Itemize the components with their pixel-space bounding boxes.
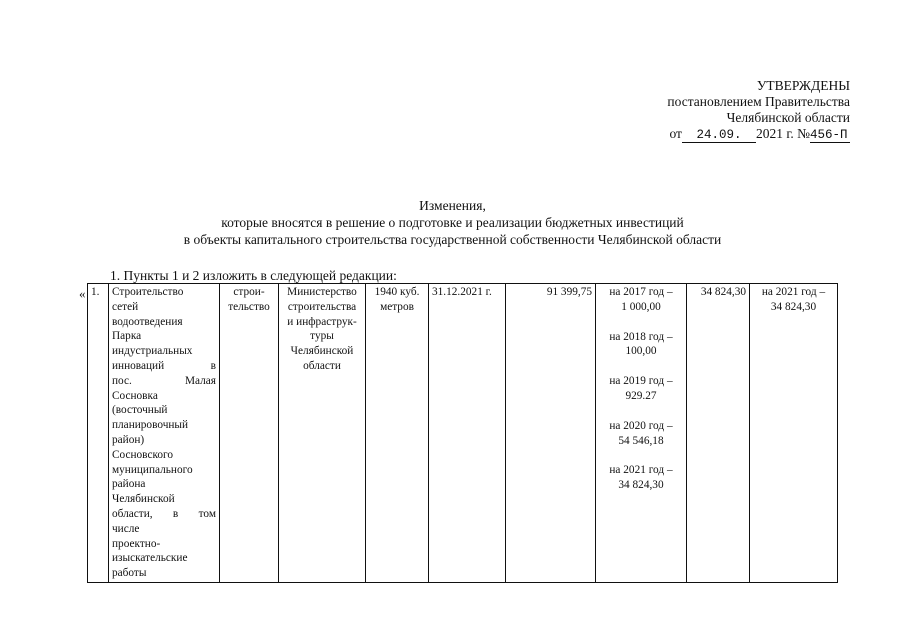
financing-entry	[599, 463, 683, 493]
approval-date-row	[620, 126, 850, 143]
financing-year: на 2018 год –	[609, 330, 673, 343]
financing-year: на 2019 год –	[609, 375, 673, 388]
name-line: (восточный	[112, 404, 168, 417]
approval-line-2: Челябинской области	[726, 110, 850, 125]
approval-heading: УТВЕРЖДЕНЫ	[756, 78, 850, 93]
owner-line: и инфраструк-	[287, 315, 357, 328]
open-quote: «	[79, 286, 86, 301]
owner-line: туры	[310, 330, 334, 343]
name-line: Сосновского	[112, 448, 174, 461]
approval-block	[620, 78, 850, 143]
name-line: индустриальных	[112, 345, 193, 358]
name-line: инноваций в	[112, 359, 216, 372]
name-line: планировочный	[112, 419, 189, 432]
financing-entry	[599, 374, 683, 404]
approval-year: 2021 г. №	[755, 126, 810, 141]
cell-financing-by-year	[596, 284, 687, 583]
type-line: строи-	[233, 286, 265, 298]
name-line: области, в том	[112, 507, 216, 520]
financing-entry	[599, 330, 683, 360]
schedule-amount: 34 824,30	[770, 300, 817, 313]
schedule-year: на 2021 год –	[761, 286, 826, 298]
name-line: Сосновка	[112, 389, 158, 402]
owner-line: Челябинской	[290, 345, 354, 358]
cell-remaining-cost: 34 824,30	[687, 284, 750, 583]
approval-prefix: от	[669, 126, 682, 141]
name-line: изыскательские	[112, 552, 188, 565]
point-text: 1. Пункты 1 и 2 изложить в следующей редакции:	[110, 268, 397, 283]
owner-line: строительства	[287, 300, 357, 313]
name-line: работы	[112, 567, 147, 580]
title-line-3: в объекты капитального строительства государственной собственности Челябинской области	[183, 232, 722, 247]
cell-investment-type	[220, 284, 279, 583]
name-line: водоотведения	[112, 315, 183, 328]
table-row	[88, 284, 838, 583]
financing-year: на 2020 год –	[609, 419, 673, 432]
financing-entry	[599, 419, 683, 449]
financing-entry	[599, 285, 683, 315]
name-line: проектно-	[112, 537, 161, 550]
owner-line: Министерство	[287, 286, 357, 298]
cell-deadline: 31.12.2021 г.	[429, 284, 506, 583]
approval-date: 24.09.	[682, 128, 756, 143]
cell-object-name	[109, 284, 220, 583]
financing-amount: 929.27	[625, 389, 657, 402]
owner-line: области	[303, 359, 341, 372]
cell-responsible-body	[279, 284, 366, 583]
cell-schedule	[750, 284, 838, 583]
cell-capacity	[366, 284, 429, 583]
type-line: тельство	[228, 300, 270, 313]
name-line: района	[112, 478, 146, 491]
cell-number: 1.	[88, 284, 109, 583]
name-line: сетей	[112, 300, 139, 313]
name-line: район)	[112, 433, 145, 446]
name-line: Парка	[112, 330, 142, 343]
name-line: числе	[112, 522, 140, 535]
name-line: Строительство	[112, 286, 184, 298]
document-title	[130, 197, 775, 248]
approval-number: 456-П	[810, 128, 850, 143]
financing-amount: 54 546,18	[618, 434, 664, 447]
title-line-1: Изменения,	[419, 198, 486, 213]
financing-year: на 2021 год –	[609, 464, 673, 477]
name-line: муниципального	[112, 463, 193, 476]
title-line-2: которые вносятся в решение о подготовке и реализации бюджетных инвестиций	[221, 215, 684, 230]
financing-amount: 34 824,30	[618, 479, 664, 492]
approval-line-1: постановлением Правительства	[667, 94, 850, 109]
capacity-line: 1940 куб.	[374, 286, 420, 298]
capacity-line: метров	[380, 300, 414, 313]
name-line: Челябинской	[112, 493, 175, 506]
financing-year: на 2017 год –	[609, 286, 673, 298]
cell-estimated-cost: 91 399,75	[506, 284, 596, 583]
investment-table	[87, 283, 838, 583]
financing-amount: 1 000,00	[621, 300, 661, 313]
financing-amount: 100,00	[625, 345, 657, 358]
name-line: пос. Малая	[112, 374, 216, 387]
